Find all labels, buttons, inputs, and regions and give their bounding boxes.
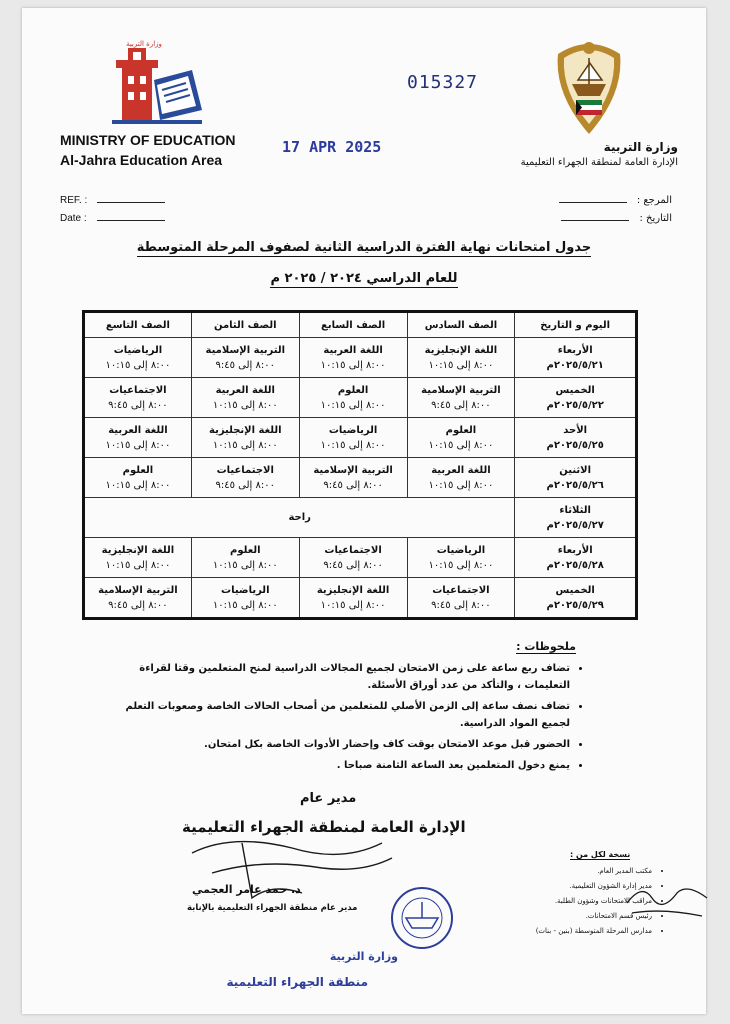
exam-cell: [299, 458, 407, 498]
column-header: الصف الثامن: [191, 312, 299, 338]
exam-schedule-table: [82, 310, 638, 620]
subject-name: الاجتماعيات: [432, 584, 490, 596]
exam-cell: [84, 418, 192, 458]
director-name: د. حمد عامر العجمي: [192, 883, 301, 896]
exam-cell: [407, 538, 515, 578]
copy-item: • رئيس قسم الامتحانات.: [492, 909, 652, 924]
subject-name: اللغة العربية: [108, 424, 168, 436]
exam-time: ٨:٠٠ إلى ٩:٤٥: [323, 479, 383, 491]
exam-time: ٨:٠٠ إلى ١٠:١٥: [105, 479, 171, 491]
exam-cell: [299, 538, 407, 578]
table-row: [84, 498, 637, 538]
subject-name: الرياضيات: [328, 424, 378, 436]
area-title-en: Al-Jahra Education Area: [60, 152, 223, 168]
ref-field-en: [60, 194, 165, 206]
title-line-1: جدول امتحانات نهاية الفترة الدراسية الثانية لصفوف المرحلة المتوسطة: [136, 240, 592, 255]
day-date-cell: [515, 578, 637, 619]
subject-name: الاجتماعيات: [109, 384, 167, 396]
day-date-cell: [515, 498, 637, 538]
document-title: [22, 240, 706, 255]
note-item: • الحضور قبل موعد الامتحان بوقت كاف وإحضار الأدوات الخاصة بكل امتحان.: [100, 736, 570, 753]
exam-cell: [299, 378, 407, 418]
exam-cell: [84, 338, 192, 378]
day-date-cell: [515, 338, 637, 378]
subject-name: اللغة الإنجليزية: [209, 424, 282, 436]
ref-label-en: REF. :: [60, 195, 88, 206]
exam-time: ٨:٠٠ إلى ١٠:١٥: [105, 359, 171, 371]
day-date-cell: [515, 378, 637, 418]
date-label-ar: التاريخ :: [639, 213, 672, 224]
exam-cell: [191, 418, 299, 458]
exam-time: ٨:٠٠ إلى ٩:٤٥: [215, 479, 276, 491]
day-name: الخميس: [555, 584, 595, 596]
copy-item: • مدير إدارة الشؤون التعليمية.: [492, 879, 652, 894]
exam-date: ٢٠٢٥/٥/٢٢م: [546, 399, 604, 411]
document-subtitle: [22, 271, 706, 286]
serial-number: 015327: [407, 72, 479, 93]
ministry-logo-icon: [102, 40, 212, 130]
exam-cell: [299, 418, 407, 458]
day-name: الأربعاء: [557, 344, 593, 356]
exam-time: ٨:٠٠ إلى ٩:٤٥: [431, 599, 491, 611]
exam-time: ٨:٠٠ إلى ١٠:١٥: [320, 599, 386, 611]
document-page: [22, 8, 706, 1014]
copy-item: • مدارس المرحلة المتوسطة (بنين - بنات): [492, 924, 652, 939]
area-title-ar: الإدارة العامة لمنطقة الجهراء التعليمية: [520, 157, 678, 168]
column-header: الصف السادس: [407, 312, 515, 338]
exam-time: ٨:٠٠ إلى ١٠:١٥: [105, 439, 171, 451]
table-row: [84, 338, 637, 378]
exam-date: ٢٠٢٥/٥/٢٩م: [546, 599, 604, 611]
director-subtitle: مدير عام منطقة الجهراء التعليمية بالإنابة: [187, 903, 358, 913]
exam-time: ٨:٠٠ إلى ١٠:١٥: [320, 359, 386, 371]
exam-date: ٢٠٢٥/٥/٢٧م: [546, 519, 604, 531]
exam-time: ٨:٠٠ إلى ٩:٤٥: [323, 559, 383, 571]
subject-name: اللغة الإنجليزية: [316, 584, 390, 596]
subject-name: الاجتماعيات: [216, 464, 274, 476]
subject-name: اللغة الإنجليزية: [101, 544, 175, 556]
subject-name: الرياضيات: [436, 544, 486, 556]
day-date-cell: [515, 418, 637, 458]
column-header: الصف السابع: [299, 312, 407, 338]
notes-list: [100, 660, 586, 778]
ministry-title-ar: وزارة التربية: [603, 140, 678, 154]
subject-name: الرياضيات: [113, 344, 163, 356]
exam-time: ٨:٠٠ إلى ١٠:١٥: [428, 439, 494, 451]
subject-name: اللغة العربية: [323, 344, 383, 356]
date-label-en: Date :: [60, 213, 87, 224]
day-name: الأحد: [563, 424, 588, 436]
subject-name: العلوم: [230, 544, 261, 556]
exam-cell: [407, 458, 515, 498]
exam-cell: [191, 578, 299, 619]
exam-time: ٨:٠٠ إلى ٩:٤٥: [108, 399, 168, 411]
table-row: [84, 418, 637, 458]
table-row: [84, 378, 637, 418]
svg-text:وزارة التربية: وزارة التربية: [126, 40, 162, 48]
subject-name: العلوم: [445, 424, 477, 436]
title-line-2: للعام الدراسي ٢٠٢٤ / ٢٠٢٥ م: [270, 271, 458, 286]
svg-text:منطقة الجهراء التعليمية: منطقة الجهراء التعليمية: [226, 975, 368, 989]
exam-cell: [407, 338, 515, 378]
exam-date: ٢٠٢٥/٥/٢٨م: [546, 559, 604, 571]
day-name: الخميس: [555, 384, 595, 396]
exam-time: ٨:٠٠ إلى ١٠:١٥: [212, 399, 278, 411]
subject-name: الاجتماعيات: [324, 544, 382, 556]
copies-heading: نسخة لكل من :: [570, 850, 631, 859]
date-field-ar: [561, 212, 672, 224]
subject-name: اللغة العربية: [215, 384, 275, 396]
exam-date: ٢٠٢٥/٥/٢٦م: [546, 479, 604, 491]
subject-name: العلوم: [122, 464, 154, 476]
svg-text:وزارة التربية: وزارة التربية: [329, 950, 398, 963]
exam-time: ٨:٠٠ إلى ١٠:١٥: [428, 479, 494, 491]
column-header: اليوم و التاريخ: [515, 312, 637, 338]
notes-heading: ملحوظات :: [516, 640, 576, 653]
day-date-cell: [515, 538, 637, 578]
exam-cell: [191, 458, 299, 498]
director-org: الإدارة العامة لمنطقة الجهراء التعليمية: [182, 818, 466, 836]
note-item: • يمنع دخول المتعلمين بعد الساعة الثامنة صباحا .: [100, 757, 570, 774]
exam-time: ٨:٠٠ إلى ١٠:١٥: [320, 439, 386, 451]
director-title: مدير عام: [300, 791, 357, 806]
rest-day-cell: راحة: [84, 498, 515, 538]
ref-field-ar: [559, 194, 672, 206]
exam-cell: [84, 378, 192, 418]
table-row: [84, 538, 637, 578]
exam-time: ٨:٠٠ إلى ٩:٤٥: [215, 359, 276, 371]
column-header: الصف التاسع: [84, 312, 192, 338]
note-item: • تضاف ربع ساعة على زمن الامتحان لجميع المجالات الدراسية لمنح المتعلمين وقتا لقراءة التعليمات ، والتأكد من عدد أوراق الأسئلة.: [100, 660, 570, 694]
table-header-row: [84, 312, 637, 338]
exam-time: ٨:٠٠ إلى ١٠:١٥: [320, 399, 386, 411]
exam-time: ٨:٠٠ إلى ١٠:١٥: [212, 439, 278, 451]
subject-name: التربية الإسلامية: [98, 584, 178, 596]
table-row: [84, 578, 637, 619]
exam-cell: [191, 378, 299, 418]
exam-cell: [84, 578, 192, 619]
exam-cell: [84, 458, 192, 498]
exam-cell: [299, 578, 407, 619]
exam-time: ٨:٠٠ إلى ١٠:١٥: [212, 599, 278, 611]
subject-name: التربية الإسلامية: [313, 464, 393, 476]
day-name: الثلاثاء: [559, 504, 591, 516]
exam-cell: [407, 418, 515, 458]
subject-name: التربية الإسلامية: [421, 384, 501, 396]
ministry-name-en: [60, 130, 236, 170]
ref-label-ar: المرجع :: [636, 195, 672, 206]
copy-item: • مراقب الامتحانات وشؤون الطلبة.: [492, 894, 652, 909]
initials-signature-icon: [622, 868, 712, 928]
exam-cell: [407, 578, 515, 619]
day-date-cell: [515, 458, 637, 498]
table-row: [84, 458, 637, 498]
date-stamp: 17 APR 2025: [282, 138, 382, 156]
exam-cell: [191, 338, 299, 378]
kuwait-emblem-icon: [550, 34, 628, 138]
subject-name: الرياضيات: [221, 584, 270, 596]
date-field-en: [60, 212, 165, 224]
ministry-name-ar: [521, 140, 678, 168]
subject-name: اللغة العربية: [431, 464, 491, 476]
exam-time: ٨:٠٠ إلى ١٠:١٥: [105, 559, 171, 571]
exam-time: ٨:٠٠ إلى ١٠:١٥: [428, 359, 494, 371]
ministry-title-en: MINISTRY OF EDUCATION: [60, 132, 236, 148]
day-name: الاثنين: [559, 464, 592, 476]
exam-time: ٨:٠٠ إلى ١٠:١٥: [212, 559, 278, 571]
copy-item: • مكتب المدير العام.: [492, 864, 652, 879]
exam-cell: [191, 538, 299, 578]
exam-time: ٨:٠٠ إلى ١٠:١٥: [428, 559, 494, 571]
note-item: • تضاف نصف ساعة إلى الزمن الأصلي للمتعلمين من أصحاب الحالات الخاصة وصعوبات التعلم لجميع المواد الدراسية.: [100, 698, 570, 732]
exam-cell: [299, 338, 407, 378]
exam-time: ٨:٠٠ إلى ٩:٤٥: [431, 399, 491, 411]
day-name: الأربعاء: [557, 544, 593, 556]
subject-name: العلوم: [337, 384, 369, 396]
exam-date: ٢٠٢٥/٥/٢٥م: [546, 439, 604, 451]
exam-date: ٢٠٢٥/٥/٢١م: [546, 359, 604, 371]
exam-time: ٨:٠٠ إلى ٩:٤٥: [108, 599, 168, 611]
exam-cell: [84, 538, 192, 578]
exam-cell: [407, 378, 515, 418]
subject-name: اللغة الإنجليزية: [424, 344, 498, 356]
subject-name: التربية الإسلامية: [205, 344, 286, 356]
